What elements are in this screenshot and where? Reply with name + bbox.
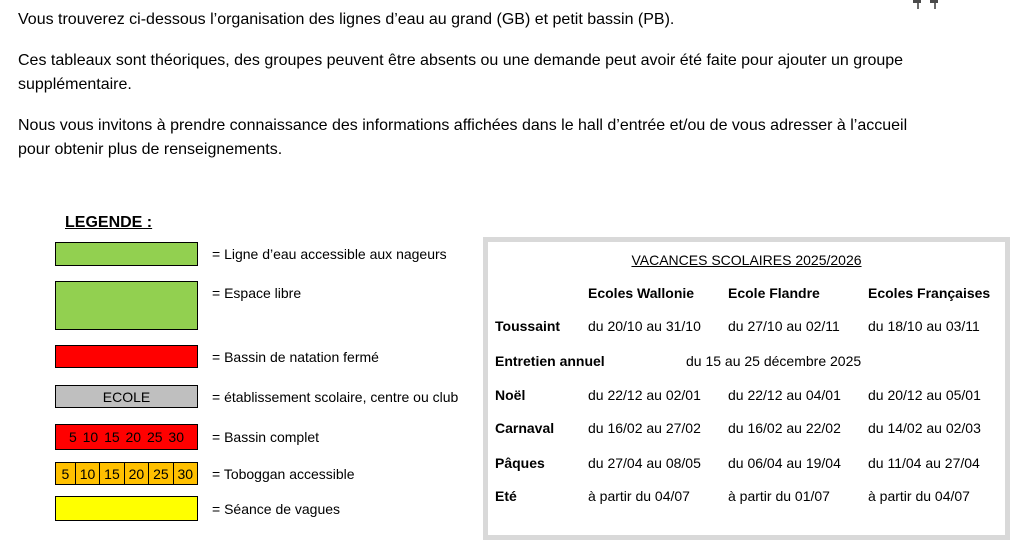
lane-number: 25 bbox=[148, 463, 172, 484]
vacation-cell: du 16/02 au 22/02 bbox=[728, 420, 841, 436]
column-header: Ecoles Françaises bbox=[868, 285, 991, 301]
intro-text-block bbox=[18, 8, 907, 179]
vacation-cell: du 22/12 au 02/01 bbox=[588, 387, 701, 403]
vacation-cell-span: du 15 au 25 décembre 2025 bbox=[686, 353, 862, 369]
vacation-row-ete bbox=[488, 488, 1005, 505]
legend-title: LEGENDE : bbox=[65, 214, 153, 231]
paragraph-line: Nous vous invitons à prendre connaissance des informations affichées dans le hall d’entrée et/ou de vous adresser à l’accueil bbox=[18, 117, 908, 134]
legend-row-waves bbox=[55, 496, 340, 521]
legend-swatch-toboggan-icon bbox=[55, 462, 198, 485]
legend-row-toboggan bbox=[55, 462, 355, 485]
legend-label: = établissement scolaire, centre ou club bbox=[212, 388, 459, 405]
row-label: Noël bbox=[495, 387, 526, 403]
paragraph-line: supplémentaire. bbox=[18, 76, 132, 93]
intro-paragraph bbox=[18, 49, 907, 97]
legend-row-pool-closed bbox=[55, 345, 379, 368]
legend-row-pool-full bbox=[55, 424, 319, 450]
vacation-cell: du 20/10 au 31/10 bbox=[588, 318, 701, 334]
vacation-row-noel bbox=[488, 387, 1005, 404]
school-box-label: ECOLE bbox=[102, 388, 151, 405]
lane-number: 5 bbox=[61, 465, 70, 482]
legend-swatch-school-icon bbox=[55, 385, 198, 408]
legend-row-school bbox=[55, 385, 458, 408]
legend-label: = Ligne d’eau accessible aux nageurs bbox=[212, 246, 447, 262]
lane-number: 30 bbox=[168, 429, 184, 445]
intro-paragraph bbox=[18, 114, 907, 162]
vacation-cell: à partir du 04/07 bbox=[588, 488, 690, 504]
vacation-row-carnaval bbox=[488, 420, 1005, 437]
column-header: Ecole Flandre bbox=[728, 285, 820, 301]
vacation-cell: du 27/04 au 08/05 bbox=[588, 455, 701, 471]
intro-paragraph bbox=[18, 8, 907, 32]
row-label: Entretien annuel bbox=[495, 353, 605, 369]
lane-number: 15 bbox=[99, 463, 123, 484]
legend-swatch-pool-closed-icon bbox=[55, 345, 198, 368]
legend-label: = Séance de vagues bbox=[212, 500, 341, 517]
lane-number: 5 bbox=[68, 429, 77, 445]
lane-number: 25 bbox=[146, 429, 163, 445]
vacation-cell: du 20/12 au 05/01 bbox=[868, 387, 981, 403]
legend-row-free-space bbox=[55, 281, 301, 330]
legend-label: = Bassin de natation fermé bbox=[212, 348, 379, 365]
legend-swatch-free-space-icon bbox=[55, 281, 198, 330]
vacations-title: VACANCES SCOLAIRES 2025/2026 bbox=[631, 252, 862, 268]
lane-number: 20 bbox=[124, 463, 148, 484]
legend-row-lane-open bbox=[55, 242, 447, 266]
clipped-graphic-fragment bbox=[913, 0, 925, 10]
vacations-table bbox=[483, 237, 1010, 540]
vacation-cell: du 16/02 au 27/02 bbox=[588, 420, 701, 436]
row-label: Toussaint bbox=[495, 318, 561, 334]
vacation-cell: du 27/10 au 02/11 bbox=[728, 318, 840, 334]
legend-swatch-waves-icon bbox=[55, 496, 198, 521]
legend-label: = Toboggan accessible bbox=[212, 465, 355, 482]
legend-swatch-pool-full-icon bbox=[55, 424, 198, 450]
row-label: Pâques bbox=[495, 455, 545, 471]
lane-number: 30 bbox=[173, 463, 197, 484]
vacations-header-row bbox=[488, 285, 1005, 302]
paragraph-line: pour obtenir plus de renseignements. bbox=[18, 141, 283, 158]
vacation-row-toussaint bbox=[488, 318, 1005, 335]
paragraph-line: Vous trouverez ci-dessous l’organisation des lignes d’eau au grand (GB) et petit bassin (PB). bbox=[18, 11, 675, 28]
legend-label: = Bassin complet bbox=[212, 429, 319, 445]
vacation-cell: du 11/04 au 27/04 bbox=[868, 455, 980, 471]
column-header: Ecoles Wallonie bbox=[588, 285, 695, 301]
vacations-table-inner bbox=[488, 242, 1005, 535]
legend-label: = Espace libre bbox=[212, 285, 302, 301]
vacation-cell: du 22/12 au 04/01 bbox=[728, 387, 841, 403]
lane-number: 20 bbox=[125, 429, 142, 445]
vacation-cell: du 14/02 au 02/03 bbox=[868, 420, 981, 436]
vacation-cell: du 18/10 au 03/11 bbox=[868, 318, 980, 334]
vacation-row-paques bbox=[488, 455, 1005, 472]
lane-number: 15 bbox=[104, 429, 120, 445]
lane-number: 10 bbox=[82, 429, 99, 445]
legend-swatch-lane-open-icon bbox=[55, 242, 198, 266]
row-label: Eté bbox=[495, 488, 517, 504]
lane-number: 10 bbox=[75, 463, 99, 484]
row-label: Carnaval bbox=[495, 420, 555, 436]
vacation-row-entretien-annuel bbox=[488, 353, 1005, 370]
vacation-cell: à partir du 01/07 bbox=[728, 488, 830, 504]
vacation-cell: du 06/04 au 19/04 bbox=[728, 455, 841, 471]
clipped-graphic-fragment bbox=[930, 0, 942, 10]
vacation-cell: à partir du 04/07 bbox=[868, 488, 970, 504]
paragraph-line: Ces tableaux sont théoriques, des groupes peuvent être absents ou une demande peut avoir été faite pour ajouter un groupe bbox=[18, 52, 904, 69]
